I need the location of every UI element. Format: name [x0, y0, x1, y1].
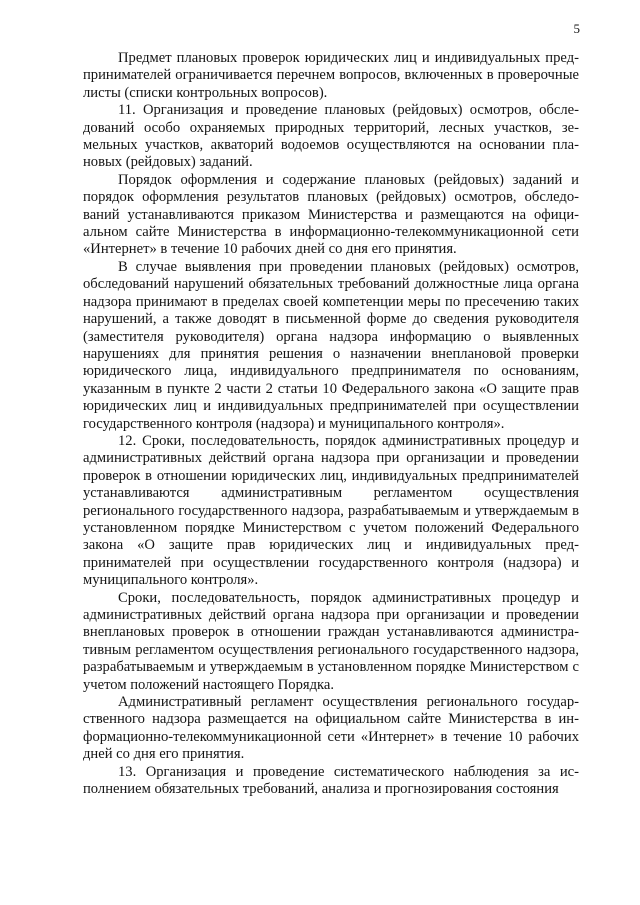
paragraph-item-13: 13. Организация и проведение систематического наблюдения за исполнением обязательных требований, анализа и прогнозирования состояния	[83, 763, 579, 798]
page-number: 5	[573, 21, 580, 36]
paragraph-item-11: 11. Организация и проведение плановых (рейдовых) осмотров, обследований особо охраняемых природных территорий, лесных участков, земельных участков, акваторий водоемов осуществляются на основании плановых (рейдовых) заданий.	[83, 102, 579, 171]
paragraph-item-12: 12. Сроки, последовательность, порядок административных процедур и административных действий органа надзора при организации и проведении проверок в отношении юридических лиц, индивидуальных предпринимателей устанавливаются административным регламентом осуществления регионального государственного надзора, разрабатываемым и утверждаемым в установленном порядке Министерством с учетом положений Федерального закона «О защите прав юридических лиц и индивидуальных предпринимателей при осуществлении государственного контроля (надзора) и муниципального контроля».	[83, 432, 579, 589]
document-body	[83, 50, 579, 798]
paragraph-unscheduled-inspections: Сроки, последовательность, порядок административных процедур и административных действий органа надзора при организации и проведении внеплановых проверок в отношении граждан устанавливаются административным регламентом осуществления регионального государственного надзора, разрабатываемым и утверждаемым в установленном порядке Министерством с учетом положений настоящего Порядка.	[83, 589, 579, 693]
paragraph-raid-task-procedure: Порядок оформления и содержание плановых (рейдовых) заданий и порядок оформления результатов плановых (рейдовых) осмотров, обследований устанавливаются приказом Министерства и размещаются на официальном сайте Министерства в информационно-телекоммуникационной сети «Интернет» в течение 10 рабочих дней со дня его принятия.	[83, 171, 579, 258]
paragraph-inspection-subject: Предмет плановых проверок юридических лиц и индивидуальных предпринимателей ограничивается перечнем вопросов, включенных в проверочные листы (списки контрольных вопросов).	[83, 50, 579, 101]
paragraph-regulation-publication: Административный регламент осуществления регионального государственного надзора размещается на официальном сайте Министерства в информационно-телекоммуникационной сети «Интернет» в течение 10 рабочих дней со дня его принятия.	[83, 694, 579, 763]
paragraph-violations-detected: В случае выявления при проведении плановых (рейдовых) осмотров, обследований нарушений обязательных требований должностные лица органа надзора принимают в пределах своей компетенции меры по пресечению таких нарушений, а также доводят в письменной форме до сведения руководителя (заместителя руководителя) органа надзора информацию о выявленных нарушениях для принятия решения о назначении внеплановой проверки юридического лица, индивидуального предпринимателя по основаниям, указанным в пункте 2 части 2 статьи 10 Федерального закона «О защите прав юридических лиц и индивидуальных предпринимателей при осуществлении государственного контроля (надзора) и муниципального контроля».	[83, 258, 579, 432]
